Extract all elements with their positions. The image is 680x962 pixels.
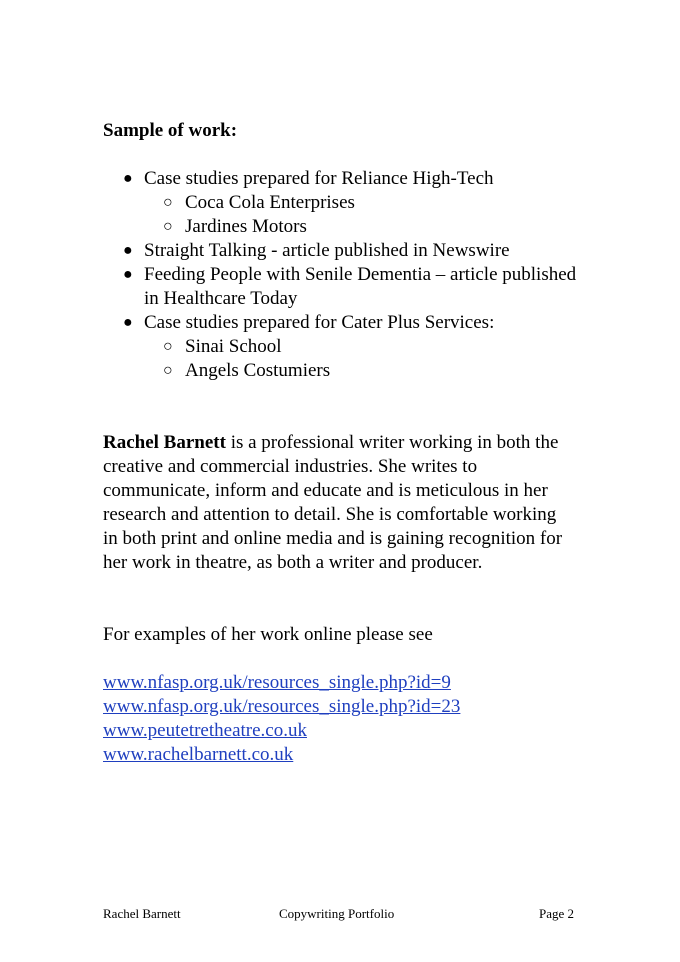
footer-title: Copywriting Portfolio bbox=[279, 906, 395, 921]
section-heading: Sample of work: bbox=[103, 120, 238, 141]
bullet-icon: ● bbox=[123, 266, 133, 283]
list-item-text: Straight Talking - article published in Newswire bbox=[144, 240, 510, 261]
link-nfasp-9[interactable]: www.nfasp.org.uk/resources_single.php?id=9 bbox=[103, 672, 451, 693]
sub-list-item-text: Sinai School bbox=[185, 336, 282, 357]
bullet-icon: ● bbox=[123, 314, 133, 331]
footer-page-number: Page 2 bbox=[539, 906, 575, 921]
circle-bullet-icon: ○ bbox=[163, 194, 173, 211]
work-sample-list bbox=[103, 167, 583, 383]
sub-list-item bbox=[103, 359, 583, 383]
sub-list-item-text: Angels Costumiers bbox=[185, 360, 331, 381]
bullet-icon: ● bbox=[123, 242, 133, 259]
examples-intro: For examples of her work online please see bbox=[103, 624, 433, 645]
bullet-icon: ● bbox=[123, 170, 133, 187]
list-item bbox=[103, 263, 583, 311]
sub-list-item bbox=[103, 191, 583, 215]
list-item bbox=[103, 167, 583, 191]
list-item-text: Case studies prepared for Reliance High-Tech bbox=[144, 168, 494, 189]
link-list bbox=[103, 671, 460, 767]
link-rachel-barnett[interactable]: www.rachelbarnett.co.uk bbox=[103, 744, 294, 765]
list-item-text: Feeding People with Senile Dementia – article published in Healthcare Today bbox=[144, 264, 577, 309]
author-name: Rachel Barnett bbox=[103, 432, 226, 453]
circle-bullet-icon: ○ bbox=[163, 218, 173, 235]
list-item bbox=[103, 311, 583, 335]
sub-list-item bbox=[103, 215, 583, 239]
sub-list-item-text: Coca Cola Enterprises bbox=[185, 192, 355, 213]
circle-bullet-icon: ○ bbox=[163, 362, 173, 379]
circle-bullet-icon: ○ bbox=[163, 338, 173, 355]
bio-paragraph bbox=[103, 431, 573, 575]
sub-list-item bbox=[103, 335, 583, 359]
footer-author: Rachel Barnett bbox=[103, 906, 181, 921]
list-item bbox=[103, 239, 583, 263]
sub-list-item-text: Jardines Motors bbox=[185, 216, 307, 237]
bio-text: is a professional writer working in both the creative and commercial industries. She writes to communicate, inform and educate and is meticulous in her research and attention to detail. She is comfortable working in both print and online media and is gaining recognition for her work in theatre, as both a writer and producer. bbox=[103, 432, 563, 573]
link-nfasp-23[interactable]: www.nfasp.org.uk/resources_single.php?id=23 bbox=[103, 696, 461, 717]
list-item-text: Case studies prepared for Cater Plus Services: bbox=[144, 312, 495, 333]
link-peutetre-theatre[interactable]: www.peutetretheatre.co.uk bbox=[103, 720, 307, 741]
